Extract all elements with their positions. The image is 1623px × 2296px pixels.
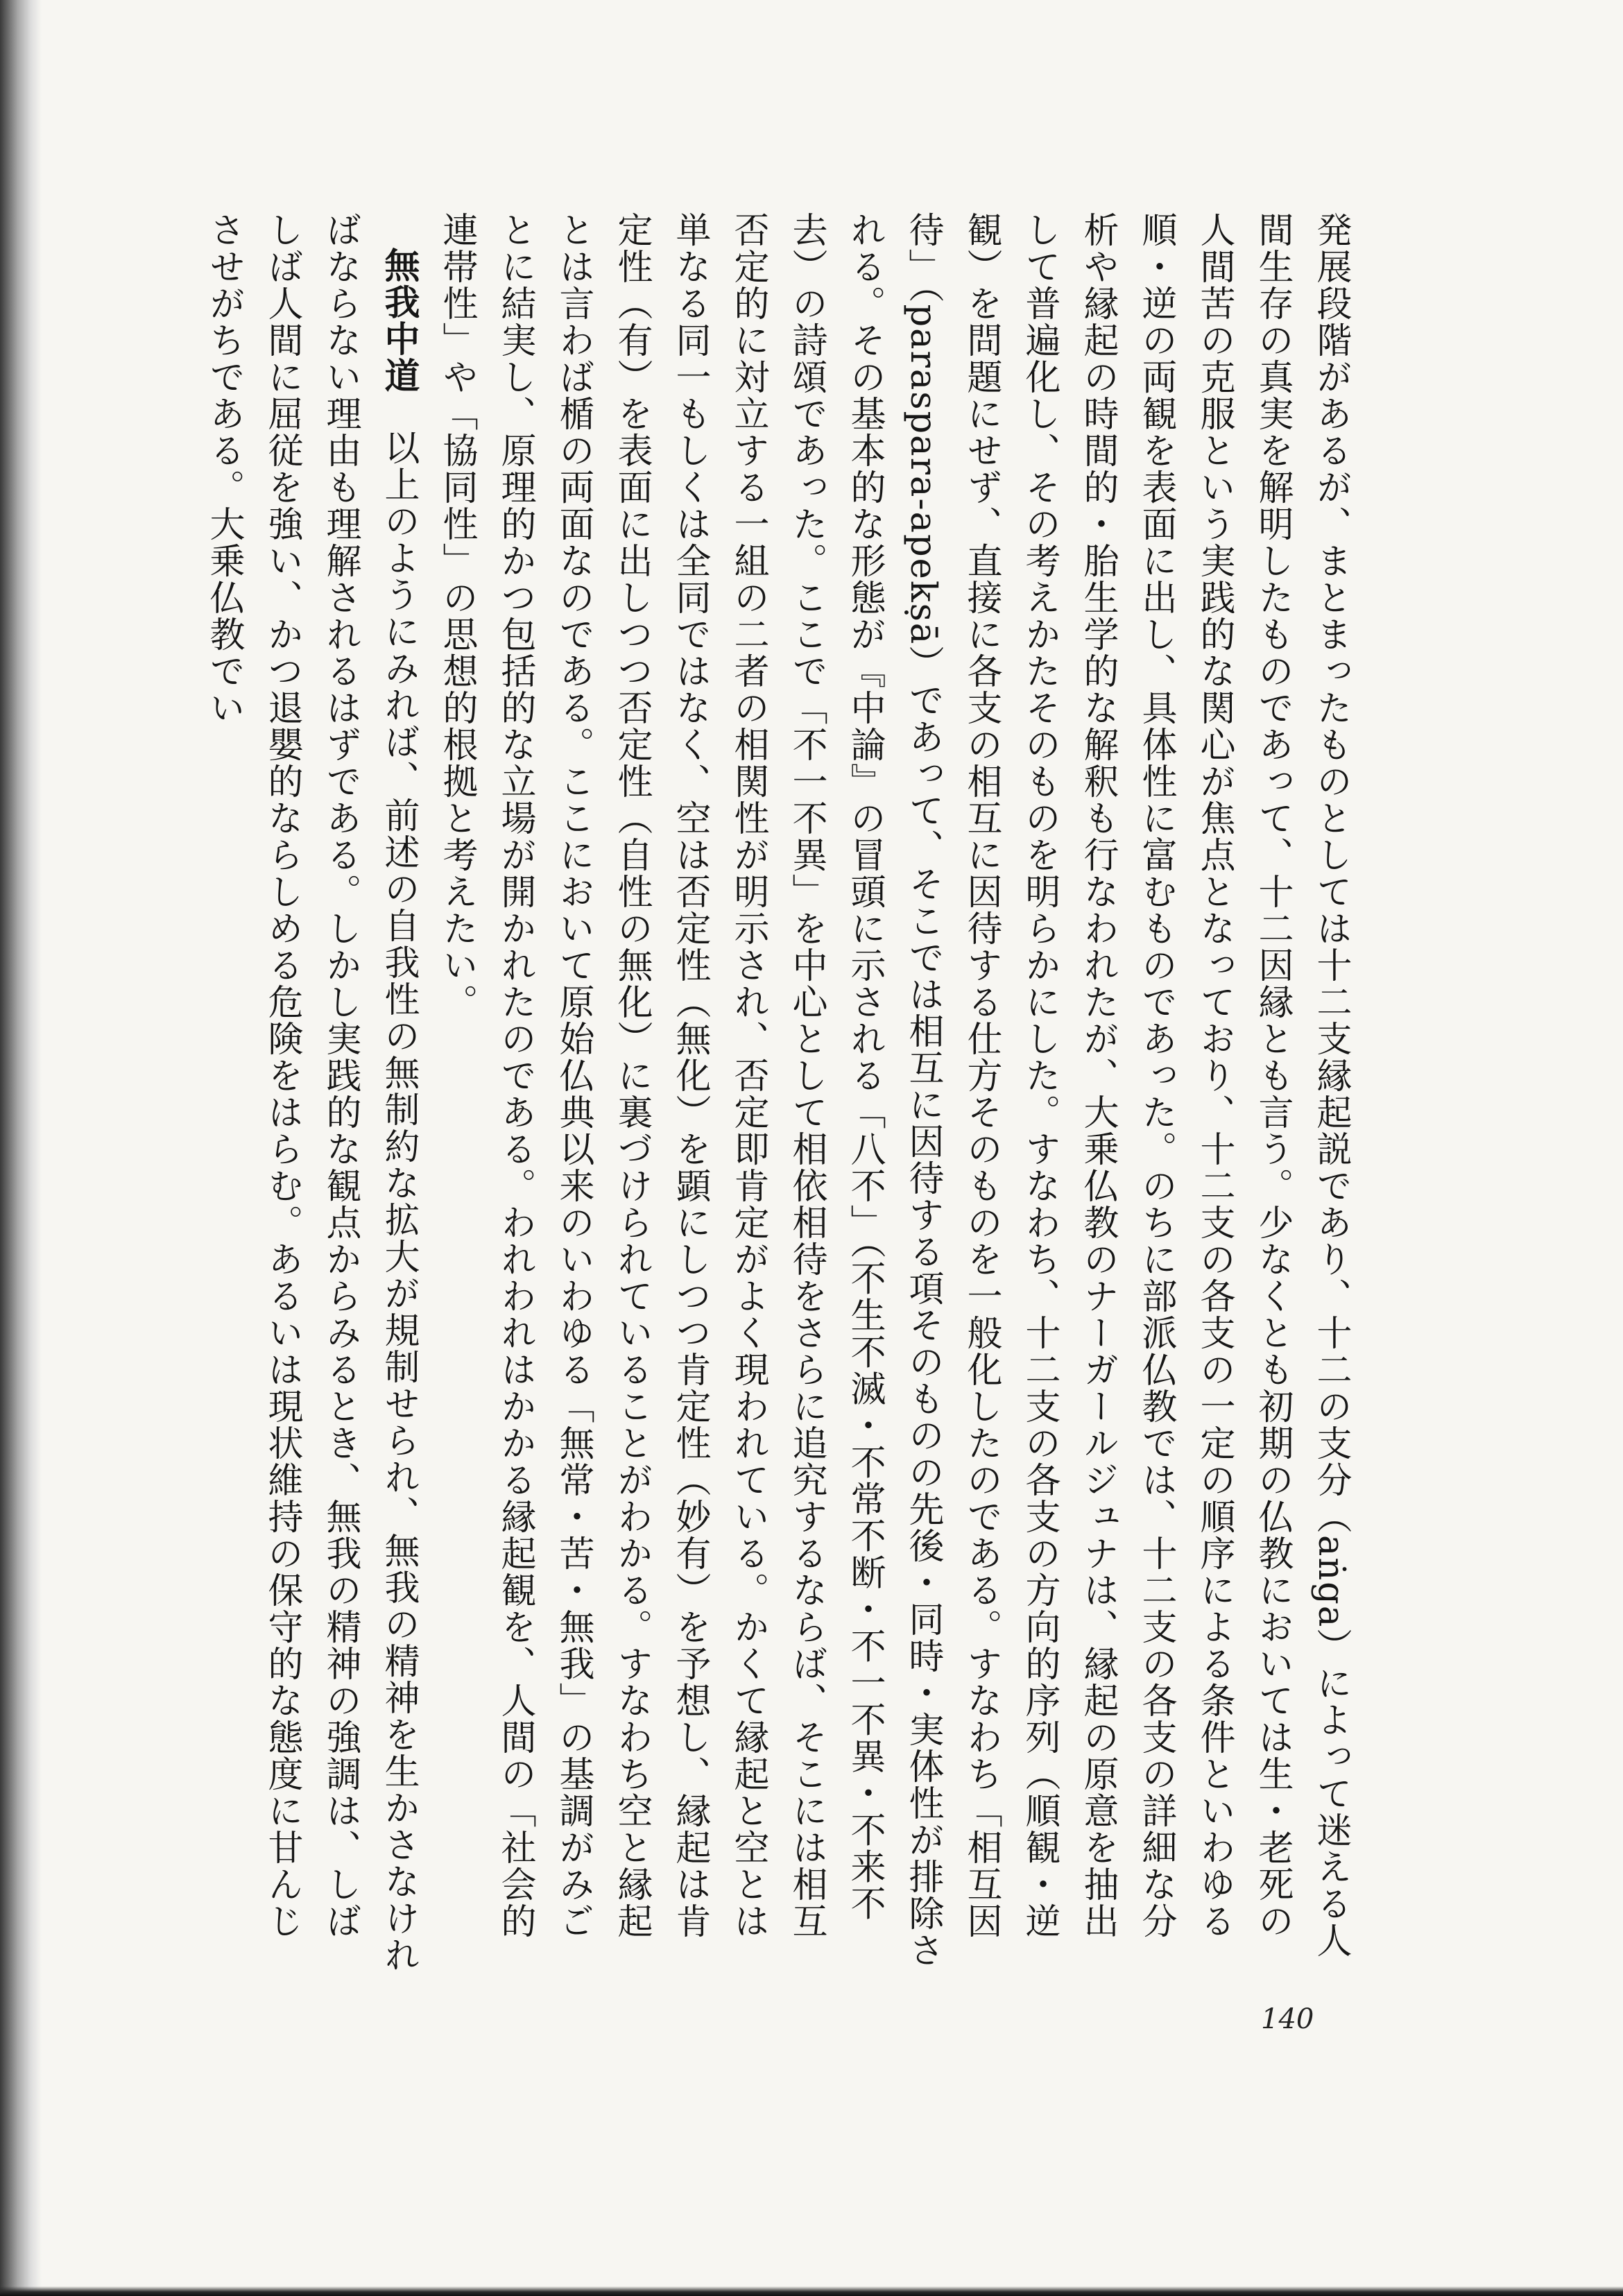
scan-bottom-edge	[0, 2286, 1623, 2296]
scan-gutter-shadow	[0, 0, 42, 2296]
vertical-text-block	[187, 212, 1359, 1973]
paragraph-muga-chudo	[194, 212, 427, 1973]
paragraph-engi: 発展段階があるが、まとまったものとしては十二支縁起説であり、十二の支分（aṅga）によって迷える人間生存の真実を解明したものであって、十二因縁とも言う。少なくとも初期の仏教においては生・老死の人間苦の克服という実践的な関心が焦点となっており、十二支の各支の一定の順序による条件といわゆる順・逆の両観を表面に出し、具体性に富むものであった。のちに部派仏教では、十二支の各支の詳細な分析や縁起の時間的・胎生学的な解釈も行なわれたが、大乗仏教のナーガールジュナは、縁起の原意を抽出して普遍化し、その考えかたそのものを明らかにした。すなわち、十二支の各支の方向的序列（順観・逆観）を問題にせず、直接に各支の相互に因待する仕方そのものを一般化したのである。すなわち「相互因待」（paraspara-apekṣā）であって、そこでは相互に因待する項そのものの先後・同時・実体性が排除される。その基本的な形態が『中論』の冒頭に示される「八不」（不生不滅・不常不断・不一不異・不来不去）の詩頌であった。ここで「不一不異」を中心として相依相待をさらに追究するならば、そこには相互否定的に対立する一組の二者の相関性が明示され、否定即肯定がよく現われている。かくて縁起と空とは単なる同一もしくは全同ではなく、空は否定性（無化）を顕にしつつ肯定性（妙有）を予想し、縁起は肯定性（有）を表面に出しつつ否定性（自性の無化）に裏づけられていることがわかる。すなわち空と縁起とは言わば楯の両面なのである。ここにおいて原始仏典以来のいわゆる「無常・苦・無我」の基調がみごとに結実し、原理的かつ包括的な立場が開かれたのである。われわれはかかる縁起観を、人間の「社会的連帯性」や「協同性」の思想的根拠と考えたい。	[436, 212, 1351, 1969]
paragraph-muga-chudo-body: 以上のようにみれば、前述の自我性の無制約な拡大が規制せられ、無我の精神を生かさなければならない理由も理解されるはずである。しかし実践的な観点からみるとき、無我の精神の強調は、しばしば人間に屈従を強い、かつ退嬰的ならしめる危険をはらむ。あるいは現状維持の保守的な態度に甘んじさせがちである。大乗仏教でい	[203, 212, 419, 1973]
page-number: 140	[1261, 2003, 1314, 2035]
section-heading: 無我中道	[378, 247, 419, 394]
